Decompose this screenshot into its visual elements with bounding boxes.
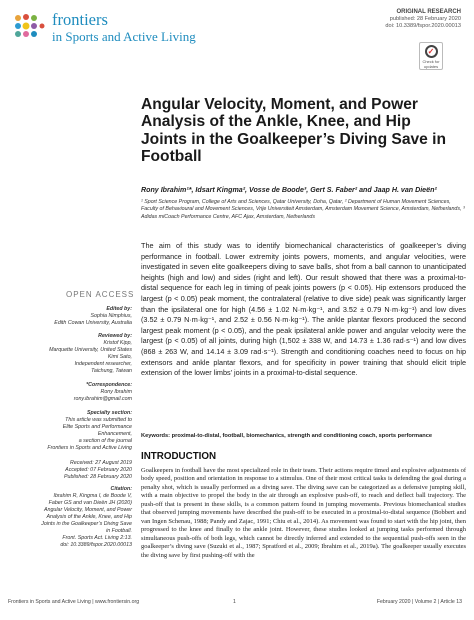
affiliations: ¹ Sport Science Program, College of Arts and Sciences, Qatar University, Doha, Qatar, ² Department of Human Movement Sciences, Faculty of Behavioural and Movement Sciences, Vrije Universiteit Amsterdam, Amsterdam Movement Science, Amsterdam, Netherlands, ³ Adidas miCoach Performance Centre, AFC Ajax, Amsterdam, Netherlands xyxy=(141,199,465,220)
check-updates-button[interactable] xyxy=(419,42,443,70)
reviewed-by xyxy=(22,333,132,375)
citation xyxy=(22,486,132,549)
correspondence-label: *Correspondence: xyxy=(86,382,132,388)
brand-subtitle: in Sports and Active Living xyxy=(52,29,196,44)
published-date-side: Published: 28 February 2020 xyxy=(63,474,132,480)
specialty-text: This article was submitted to Elite Sports and Performance Enhancement, a section of the journal Frontiers in Sports and Active Living xyxy=(47,417,132,451)
article-meta xyxy=(385,9,461,31)
section-heading-introduction: INTRODUCTION xyxy=(141,451,217,462)
brand-name: frontiers xyxy=(52,10,108,29)
received-date: Received: 27 August 2019 xyxy=(70,460,132,466)
author-list[interactable]: Rony Ibrahim¹*, Idsart Kingma², Vosse de Boode³, Gert S. Faber² and Jaap H. van Dieën² xyxy=(141,186,437,194)
reviewer-names: Kristof Kipp, Marquette University, United States Kimi Sato, Independent researcher, Taichung, Taiwan xyxy=(49,340,132,374)
editor-names: Sophia Nimphius, Edith Cowan University, Australia xyxy=(54,313,132,326)
reviewed-by-label: Reviewed by: xyxy=(98,333,132,339)
open-access-label[interactable] xyxy=(66,290,136,299)
correspondence xyxy=(22,382,132,403)
journal-brand[interactable] xyxy=(52,12,196,45)
specialty-label: Specialty section: xyxy=(86,410,132,416)
footer-journal[interactable]: Frontiers in Sports and Active Living | www.frontiersin.org xyxy=(8,599,140,605)
correspondence-contact[interactable]: Rony Ibrahim rony.ibrahim@gmail.com xyxy=(73,389,132,402)
keywords: Keywords: proximal-to-distal, football, biomechanics, strength and conditioning coach, sports performance xyxy=(141,433,433,439)
citation-text: Ibrahim R, Kingma I, de Boode V, Faber GS and van Dieën JH (2020) Angular Velocity, Moment, and Power Analysis of the Ankle, Knee, and Hip Joints in the Goalkeeper’s Diving Save in Football. Front. Sports Act. Living 2:13. doi: 10.3389/fspor.2020.00013 xyxy=(41,493,132,548)
published-date: published: 28 February 2020 xyxy=(389,16,461,23)
frontiers-logo-icon xyxy=(10,10,50,50)
dates xyxy=(22,460,132,481)
article-title: Angular Velocity, Moment, and Power Analysis of the Ankle, Knee, and Hip Joints in the Goalkeeper’s Diving Save in Football xyxy=(141,96,447,166)
edited-by xyxy=(22,306,132,327)
article-type: ORIGINAL RESEARCH xyxy=(396,9,461,15)
doi[interactable]: doi: 10.3389/fspor.2020.00013 xyxy=(385,23,461,30)
page-number: 1 xyxy=(233,599,236,605)
accepted-date: Accepted: 07 February 2020 xyxy=(65,467,132,473)
introduction-text: Goalkeepers in football have the most specialized role in their team. Their actions require timed and explosive adjustments of body speed, position and orientation in response to a stimulus. One of their most critical tasks is defending the goal during a penalty shot, which is usually performed as a diving save. The diving save can be categorized as a defensive jumping skill, with a main objective to propel the body in the air through an explosive push-off, to reach and deflect ball trajectory. The push-off that is present in these skills, is a common pattern found in jumping movements. Previous biomechanical studies that observed jumping movements have described the push-off to be executed in a proximal-to-distal sequence (Bobbert and van Ingen Schenau, 1988; Pandy and Zajac, 1991; Chiu et al., 2014). As movement was found to start with the hip joint, then progressed to the knee and finally to the ankle joint. However, these studies looked at jumping tasks performed through simultaneous push-offs of both legs, which cannot be directly inferred and extended to the sequential push-offs seen in the goalkeeper’s diving save (Suzuki et al., 1987; Spratford et al., 2009; Ibrahim et al., 2019a). The goalkeeper usually executes the diving save by first pushing-off with the xyxy=(141,467,466,559)
check-updates-icon: ✓ xyxy=(425,45,438,58)
edited-by-label: Edited by: xyxy=(106,306,132,312)
citation-label: Citation: xyxy=(110,486,132,492)
abstract: The aim of this study was to identify biomechanical characteristics of goalkeeper’s diving performance in football. Lower extremity joints powers, moments, and angular velocities, were investigated in seven elite goalkeepers diving to save balls, shot from a ball cannon to unanticipated heights (high and low) and sides (right and left). Our result showed that there was a proximal-to-distal sequence for each leg in timing of peak joints powers (p < 0.05). Hip extensors produced the largest (p < 0.05) peak moment, the contralateral (relative to dive side) peak was significantly larger than the ipsilateral one for high (4.56 ± 1.02 N·m·kg⁻¹, and 3.52 ± 0.79 N·m·kg⁻¹) and low dives (3.52 ± 0.79 N·m·kg⁻¹, and 2.52 ± 0.56 N·m·kg⁻¹). The ankle plantar flexors produced the second largest peak moment (p < 0.05), and the peak ipsilateral ankle power and angular velocity were the largest (p < 0.05) of all joints, during high (1,502 ± 338 W, and 14.73 ± 1.36 rad·s⁻¹) and low dives (868 ± 263 W, and 14.14 ± 3.09 rad·s⁻¹). Strength and conditioning coaches need to focus on hip extensors and ankle plantar flexors, and for specificity in power training that should elicit triple extension of the lower limbs’ joints in a proximal-to-distal sequence. xyxy=(141,241,466,378)
open-access-text: OPEN ACCESS xyxy=(66,290,135,299)
check-updates-label: Check for updates xyxy=(422,59,440,69)
footer-issue: February 2020 | Volume 2 | Article 13 xyxy=(376,599,462,605)
specialty-section xyxy=(22,410,132,452)
